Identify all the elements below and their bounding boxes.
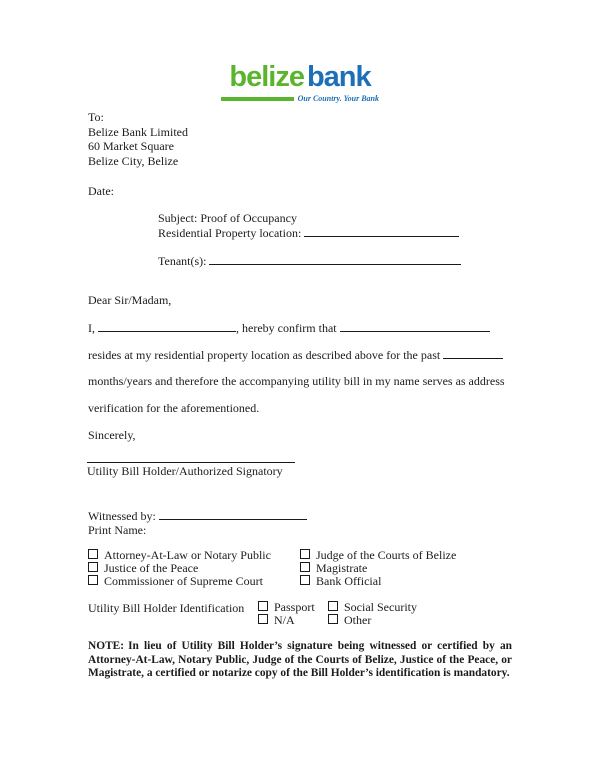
checkbox[interactable]: [300, 549, 310, 559]
declarant-name-blank[interactable]: [98, 320, 236, 332]
closing: Sincerely,: [88, 428, 136, 442]
body-line: verification for the aforementioned.: [88, 401, 260, 415]
property-location-line: [158, 225, 461, 240]
option-label: Judge of the Courts of Belize: [316, 548, 457, 562]
tenant-blank[interactable]: [209, 253, 461, 265]
witnessed-by-label: Witnessed by:: [88, 509, 156, 523]
subject-line: Subject: Proof of Occupancy: [158, 211, 297, 225]
checkbox[interactable]: [88, 549, 98, 559]
tenant-line: [158, 253, 461, 268]
logo-underline-bar: [221, 97, 294, 101]
identification-col2: [328, 601, 417, 627]
id-option: [328, 601, 417, 614]
checkbox[interactable]: [88, 575, 98, 585]
option-label: Social Security: [344, 600, 417, 614]
option-label: Magistrate: [316, 561, 368, 576]
identification-block: [88, 601, 417, 627]
recipient-line: Belize Bank Limited: [88, 124, 188, 139]
option-label: Passport: [274, 600, 315, 614]
body-line-text: resides at my residential property location as described above for the past: [88, 348, 441, 362]
checkbox[interactable]: [88, 562, 98, 572]
option-label: N/A: [274, 613, 295, 628]
identification-label: Utility Bill Holder Identification: [88, 601, 245, 615]
witnessed-by-line: [88, 508, 307, 524]
option-label: Other: [344, 613, 372, 628]
body-line: months/years and therefore the accompanying utility bill in my name serves as address: [88, 374, 505, 388]
logo-bottom-row: [221, 94, 379, 103]
duration-blank[interactable]: [443, 347, 503, 359]
to-label: To:: [88, 110, 104, 124]
note-label: NOTE:: [88, 640, 125, 652]
signature-block: [87, 462, 295, 479]
checkbox[interactable]: [300, 575, 310, 585]
witness-block: [88, 508, 307, 537]
confirm-pre-text: I,: [88, 321, 95, 335]
belize-bank-logo: [221, 63, 379, 103]
option-label: Commissioner of Supreme Court: [104, 574, 263, 589]
subject-block: [158, 211, 461, 268]
checkbox[interactable]: [258, 601, 268, 611]
witnessed-by-blank[interactable]: [159, 508, 307, 520]
checkbox[interactable]: [258, 614, 268, 624]
tenant-label: Tenant(s):: [158, 254, 207, 268]
id-option: [258, 614, 328, 627]
signatory-label: Utility Bill Holder/Authorized Signatory: [87, 464, 283, 478]
property-location-blank[interactable]: [304, 225, 459, 237]
recipient-block: [88, 110, 188, 168]
option-label: Attorney-At-Law or Notary Public: [104, 548, 271, 562]
logo-bank-text: bank: [306, 61, 371, 93]
date-label: Date:: [88, 184, 114, 198]
confirmation-line: [88, 320, 490, 336]
checkbox[interactable]: [328, 601, 338, 611]
checkbox[interactable]: [300, 562, 310, 572]
print-name-label: Print Name:: [88, 522, 147, 537]
logo-tagline: Our Country. Your Bank: [297, 94, 379, 103]
checkbox[interactable]: [328, 614, 338, 624]
witness-options-left: [88, 549, 271, 589]
option-label: Justice of the Peace: [104, 561, 199, 576]
logo-belize-text: belize: [229, 61, 304, 93]
note-block: [88, 640, 512, 681]
note-text: In lieu of Utility Bill Holder’s signature being witnessed or certified by an Attorney-At-Law, Notary Public, Judge of the Courts of Belize, Justice of the Peace, or Magistrate, a certified or notarize copy of the Bill Holder’s identification is mandatory.: [88, 640, 512, 680]
tenant-name-blank[interactable]: [340, 320, 490, 332]
witness-options-right: [300, 549, 456, 589]
logo-wordmark: [221, 63, 379, 92]
salutation: Dear Sir/Madam,: [88, 293, 172, 307]
recipient-line: Belize City, Belize: [88, 153, 179, 168]
identification-col1: [258, 601, 328, 627]
property-location-label: Residential Property location:: [158, 226, 302, 240]
signature-line[interactable]: [87, 462, 295, 463]
witness-option: [88, 575, 271, 588]
body-line: [88, 347, 503, 363]
recipient-line: 60 Market Square: [88, 139, 174, 153]
confirm-mid-text: , hereby confirm that: [236, 321, 337, 335]
option-label: Bank Official: [316, 574, 382, 589]
id-option: [328, 614, 417, 627]
witness-option: [300, 575, 456, 588]
